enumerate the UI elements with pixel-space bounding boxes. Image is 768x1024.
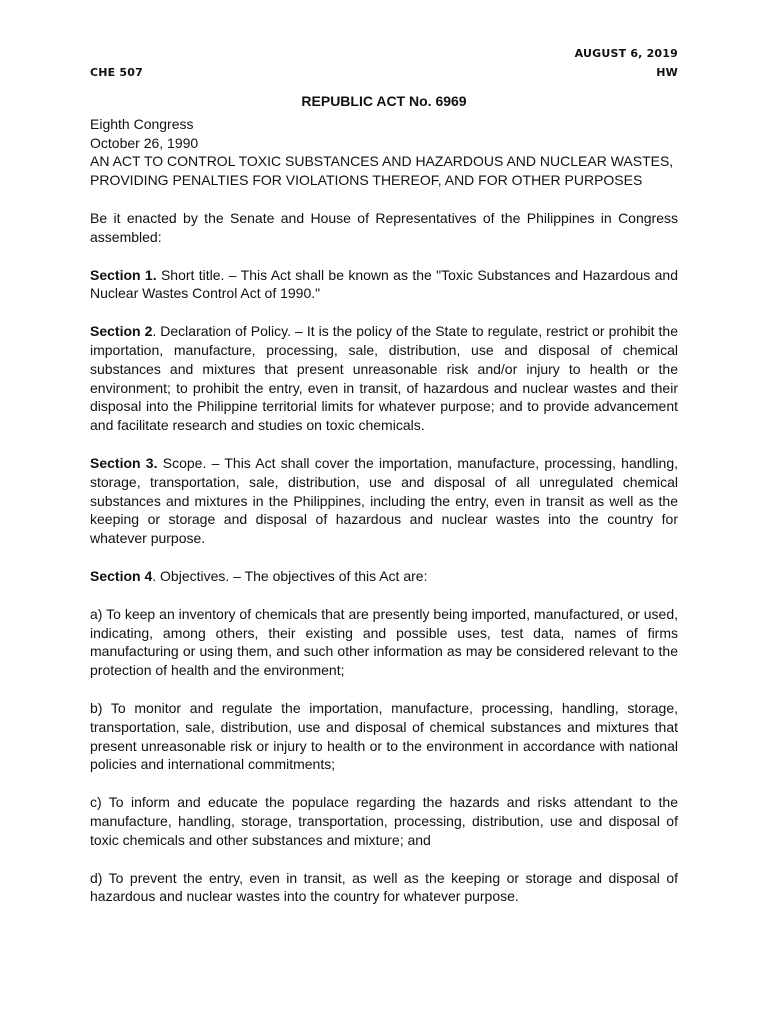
section-1-text: Short title. – This Act shall be known as the "Toxic Substances and Hazardous and Nuclear Wastes Control Act of 1990."	[90, 266, 678, 302]
act-title-line-1: AN ACT TO CONTROL TOXIC SUBSTANCES AND HAZARDOUS AND NUCLEAR WASTES,	[90, 153, 674, 170]
section-1-label: Section 1.	[90, 266, 157, 283]
section-2-text: . Declaration of Policy. – It is the policy of the State to regulate, restrict or prohibit the importation, manufacture, processing, sale, distribution, use and disposal of chemical substances and mixtures that present unreasonable risk and/or injury to health or the environment; to prohibit the entry, even in transit, of hazardous and nuclear wastes and their disposal into the Philippine territorial limits for whatever purpose; and to provide advancement and facilitate research and studies on toxic chemicals.	[90, 323, 678, 434]
section-2-label: Section 2	[90, 323, 153, 340]
document-title: REPUBLIC ACT No. 6969	[301, 93, 467, 109]
act-title-line-2: PROVIDING PENALTIES FOR VIOLATIONS THEREOF, AND FOR OTHER PURPOSES	[90, 172, 643, 189]
enacting-clause: Be it enacted by the Senate and House of Representatives of the Philippines in Congress assembled:	[90, 209, 678, 245]
section-3	[90, 454, 678, 548]
section-4	[90, 567, 678, 586]
header-date: AUGUST 6, 2019	[574, 47, 678, 60]
section-4-label: Section 4	[90, 567, 153, 584]
objective-c: c) To inform and educate the populace regarding the hazards and risks attendant to the manufacture, handling, storage, transportation, processing, distribution, use and disposal of toxic chemicals and other substances and mixture; and	[90, 794, 678, 848]
section-1	[90, 266, 678, 304]
document-body	[90, 92, 678, 925]
objective-d: d) To prevent the entry, even in transit, as well as the keeping or storage and disposal of hazardous and nuclear wastes into the country for whatever purpose.	[90, 869, 678, 905]
section-2	[90, 322, 678, 435]
header-course-code: CHE 507	[90, 66, 143, 79]
section-3-text: Scope. – This Act shall cover the importation, manufacture, processing, handling, storage, transportation, sale, distribution, use and disposal of all unregulated chemical substances and mixtures in the Philippines, including the entry, even in transit as well as the keeping or storage and disposal of hazardous and nuclear wastes into the country for whatever purpose.	[90, 454, 678, 547]
congress-label: Eighth Congress	[90, 115, 194, 132]
section-4-text: . Objectives. – The objectives of this Act are:	[152, 567, 428, 584]
section-3-label: Section 3.	[90, 454, 158, 471]
objective-a: a) To keep an inventory of chemicals that are presently being imported, manufactured, or used, indicating, among others, their existing and possible uses, test data, names of firms manufacturing or using them, and such other information as may be considered relevant to the protection of health and the environment;	[90, 605, 678, 679]
enactment-date: October 26, 1990	[90, 134, 199, 151]
objective-b: b) To monitor and regulate the importation, manufacture, processing, handling, storage, transportation, sale, distribution, use and disposal of chemical substances and mixtures that present unreasonable risk or injury to health or to the environment in accordance with national policies and international commitments;	[90, 699, 678, 773]
header-assignment-type: HW	[656, 66, 678, 79]
